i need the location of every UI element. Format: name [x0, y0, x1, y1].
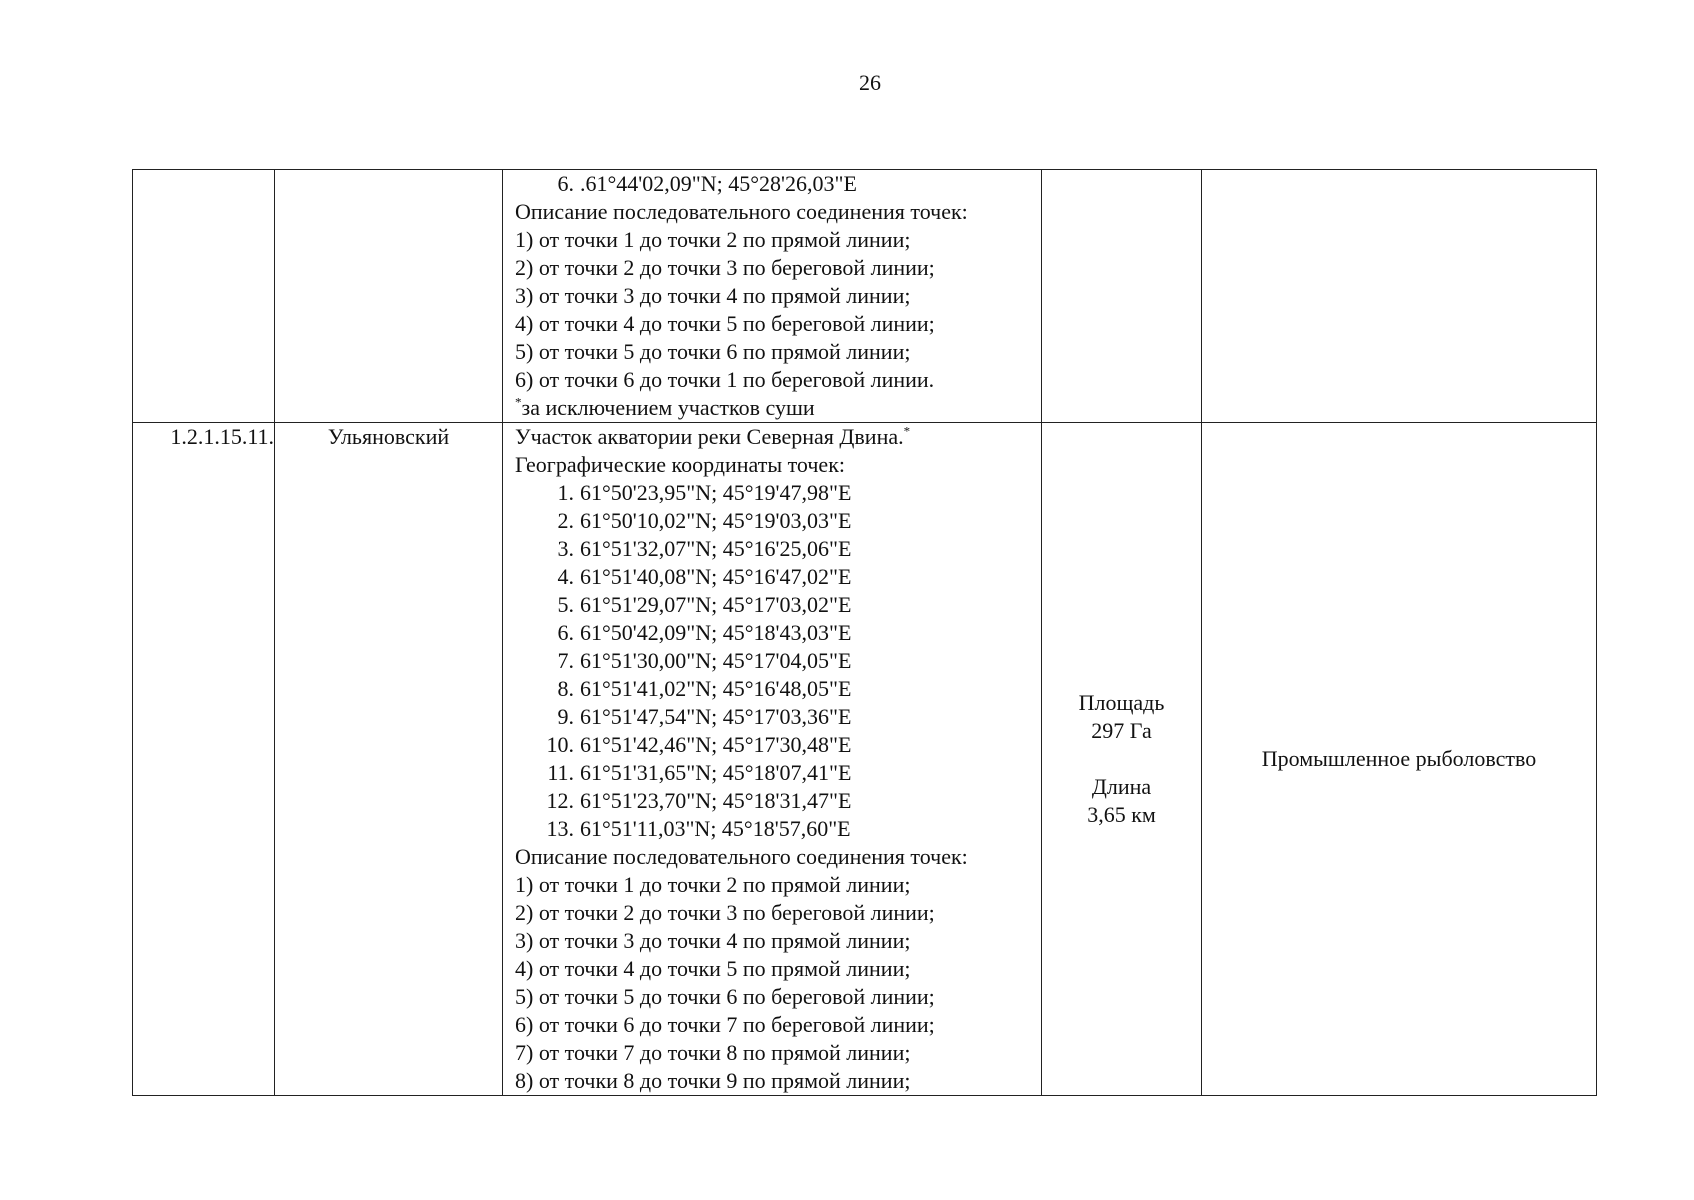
coordinates-heading: Географические координаты точек: — [515, 452, 845, 477]
connection-item: 6) от точки 6 до точки 7 по береговой линии; — [515, 1012, 935, 1037]
coordinate-list — [515, 479, 1041, 843]
coordinate-point — [515, 535, 1041, 563]
point-coordinates: 61°51'30,00"N; 45°17'04,05"E — [580, 648, 852, 673]
coordinate-point — [515, 507, 1041, 535]
point-number: 13. — [546, 816, 574, 841]
connection-item: 5) от точки 5 до точки 6 по береговой линии; — [515, 984, 935, 1009]
area-label: Площадь — [1078, 690, 1165, 715]
point-coordinates: 61°51'40,08"N; 45°16'47,02"E — [580, 564, 852, 589]
connection-item: 4) от точки 4 до точки 5 по прямой линии; — [515, 956, 911, 981]
point-number: 3. — [557, 536, 574, 561]
point-coordinates: 61°51'41,02"N; 45°16'48,05"E — [580, 676, 852, 701]
point-coordinates: 61°50'10,02"N; 45°19'03,03"E — [580, 508, 852, 533]
description-cell — [503, 170, 1042, 423]
fishing-areas-table — [132, 169, 1597, 1096]
length-label: Длина — [1091, 774, 1152, 799]
coordinate-point: 6. .61°44'02,09"N; 45°28'26,03"E — [557, 171, 857, 196]
connection-item: 7) от точки 7 до точки 8 по прямой линии; — [515, 1040, 911, 1065]
area-title: Участок акватории реки Северная Двина.* — [515, 423, 911, 449]
coordinate-point — [515, 759, 1041, 787]
district-name: Ульяновский — [275, 423, 503, 1096]
footnote: *за исключением участков суши — [515, 394, 815, 420]
coordinate-point — [515, 479, 1041, 507]
connection-item: 3) от точки 3 до точки 4 по прямой линии; — [515, 928, 911, 953]
point-coordinates: 61°51'29,07"N; 45°17'03,02"E — [580, 592, 852, 617]
table-row — [133, 423, 1597, 1096]
area-value: 297 Га — [1091, 718, 1152, 743]
point-number: 4. — [557, 564, 574, 589]
point-number: 6. — [557, 620, 574, 645]
length-value: 3,65 км — [1087, 802, 1156, 827]
table-row-continued — [133, 170, 1597, 423]
coordinate-point — [515, 703, 1041, 731]
point-number: 1. — [557, 480, 574, 505]
point-number: 2. — [557, 508, 574, 533]
coordinate-point — [515, 787, 1041, 815]
coordinate-point — [515, 731, 1041, 759]
coordinate-point — [515, 675, 1041, 703]
point-coordinates: 61°51'32,07"N; 45°16'25,06"E — [580, 536, 852, 561]
connection-item: 1) от точки 1 до точки 2 по прямой линии; — [515, 227, 911, 252]
row-code: 1.2.1.15.11. — [133, 423, 275, 1096]
area-params-cell — [1042, 423, 1202, 1096]
point-number: 10. — [546, 732, 574, 757]
coordinate-point — [515, 563, 1041, 591]
point-number: 12. — [546, 788, 574, 813]
point-coordinates: 61°51'31,65"N; 45°18'07,41"E — [580, 760, 852, 785]
point-coordinates: 61°51'11,03"N; 45°18'57,60"E — [580, 816, 851, 841]
coordinate-point — [515, 619, 1041, 647]
description-cell — [503, 423, 1042, 1096]
connection-item: 3) от точки 3 до точки 4 по прямой линии; — [515, 283, 911, 308]
coordinate-point — [515, 591, 1041, 619]
connection-item: 5) от точки 5 до точки 6 по прямой линии; — [515, 339, 911, 364]
connection-item: 4) от точки 4 до точки 5 по береговой линии; — [515, 311, 935, 336]
purpose-cell-empty — [1202, 170, 1597, 423]
params-cell-empty — [1042, 170, 1202, 423]
connection-heading: Описание последовательного соединения точек: — [515, 844, 968, 869]
description-continued — [503, 170, 1041, 422]
point-number: 9. — [557, 704, 574, 729]
point-coordinates: 61°51'42,46"N; 45°17'30,48"E — [580, 732, 852, 757]
point-coordinates: 61°51'23,70"N; 45°18'31,47"E — [580, 788, 852, 813]
connection-item: 1) от точки 1 до точки 2 по прямой линии; — [515, 872, 911, 897]
connection-item: 2) от точки 2 до точки 3 по береговой линии; — [515, 255, 935, 280]
connection-heading: Описание последовательного соединения точек: — [515, 199, 968, 224]
point-coordinates: 61°50'23,95"N; 45°19'47,98"E — [580, 480, 852, 505]
purpose-cell: Промышленное рыболовство — [1202, 423, 1597, 1096]
point-number: 5. — [557, 592, 574, 617]
connection-item: 8) от точки 8 до точки 9 по прямой линии; — [515, 1068, 911, 1093]
point-number: 8. — [557, 676, 574, 701]
point-coordinates: 61°50'42,09"N; 45°18'43,03"E — [580, 620, 852, 645]
coordinate-point — [515, 815, 1041, 843]
code-cell-empty — [133, 170, 275, 423]
area-description — [503, 423, 1041, 1095]
point-coordinates: 61°51'47,54"N; 45°17'03,36"E — [580, 704, 852, 729]
point-number: 7. — [557, 648, 574, 673]
connection-item: 2) от точки 2 до точки 3 по береговой линии; — [515, 900, 935, 925]
connection-list — [515, 871, 1041, 1095]
page-number: 26 — [859, 70, 881, 95]
point-number: 11. — [547, 760, 574, 785]
connection-list — [515, 226, 1041, 394]
connection-item: 6) от точки 6 до точки 1 по береговой линии. — [515, 367, 935, 392]
coordinate-point — [515, 647, 1041, 675]
district-cell-empty — [275, 170, 503, 423]
